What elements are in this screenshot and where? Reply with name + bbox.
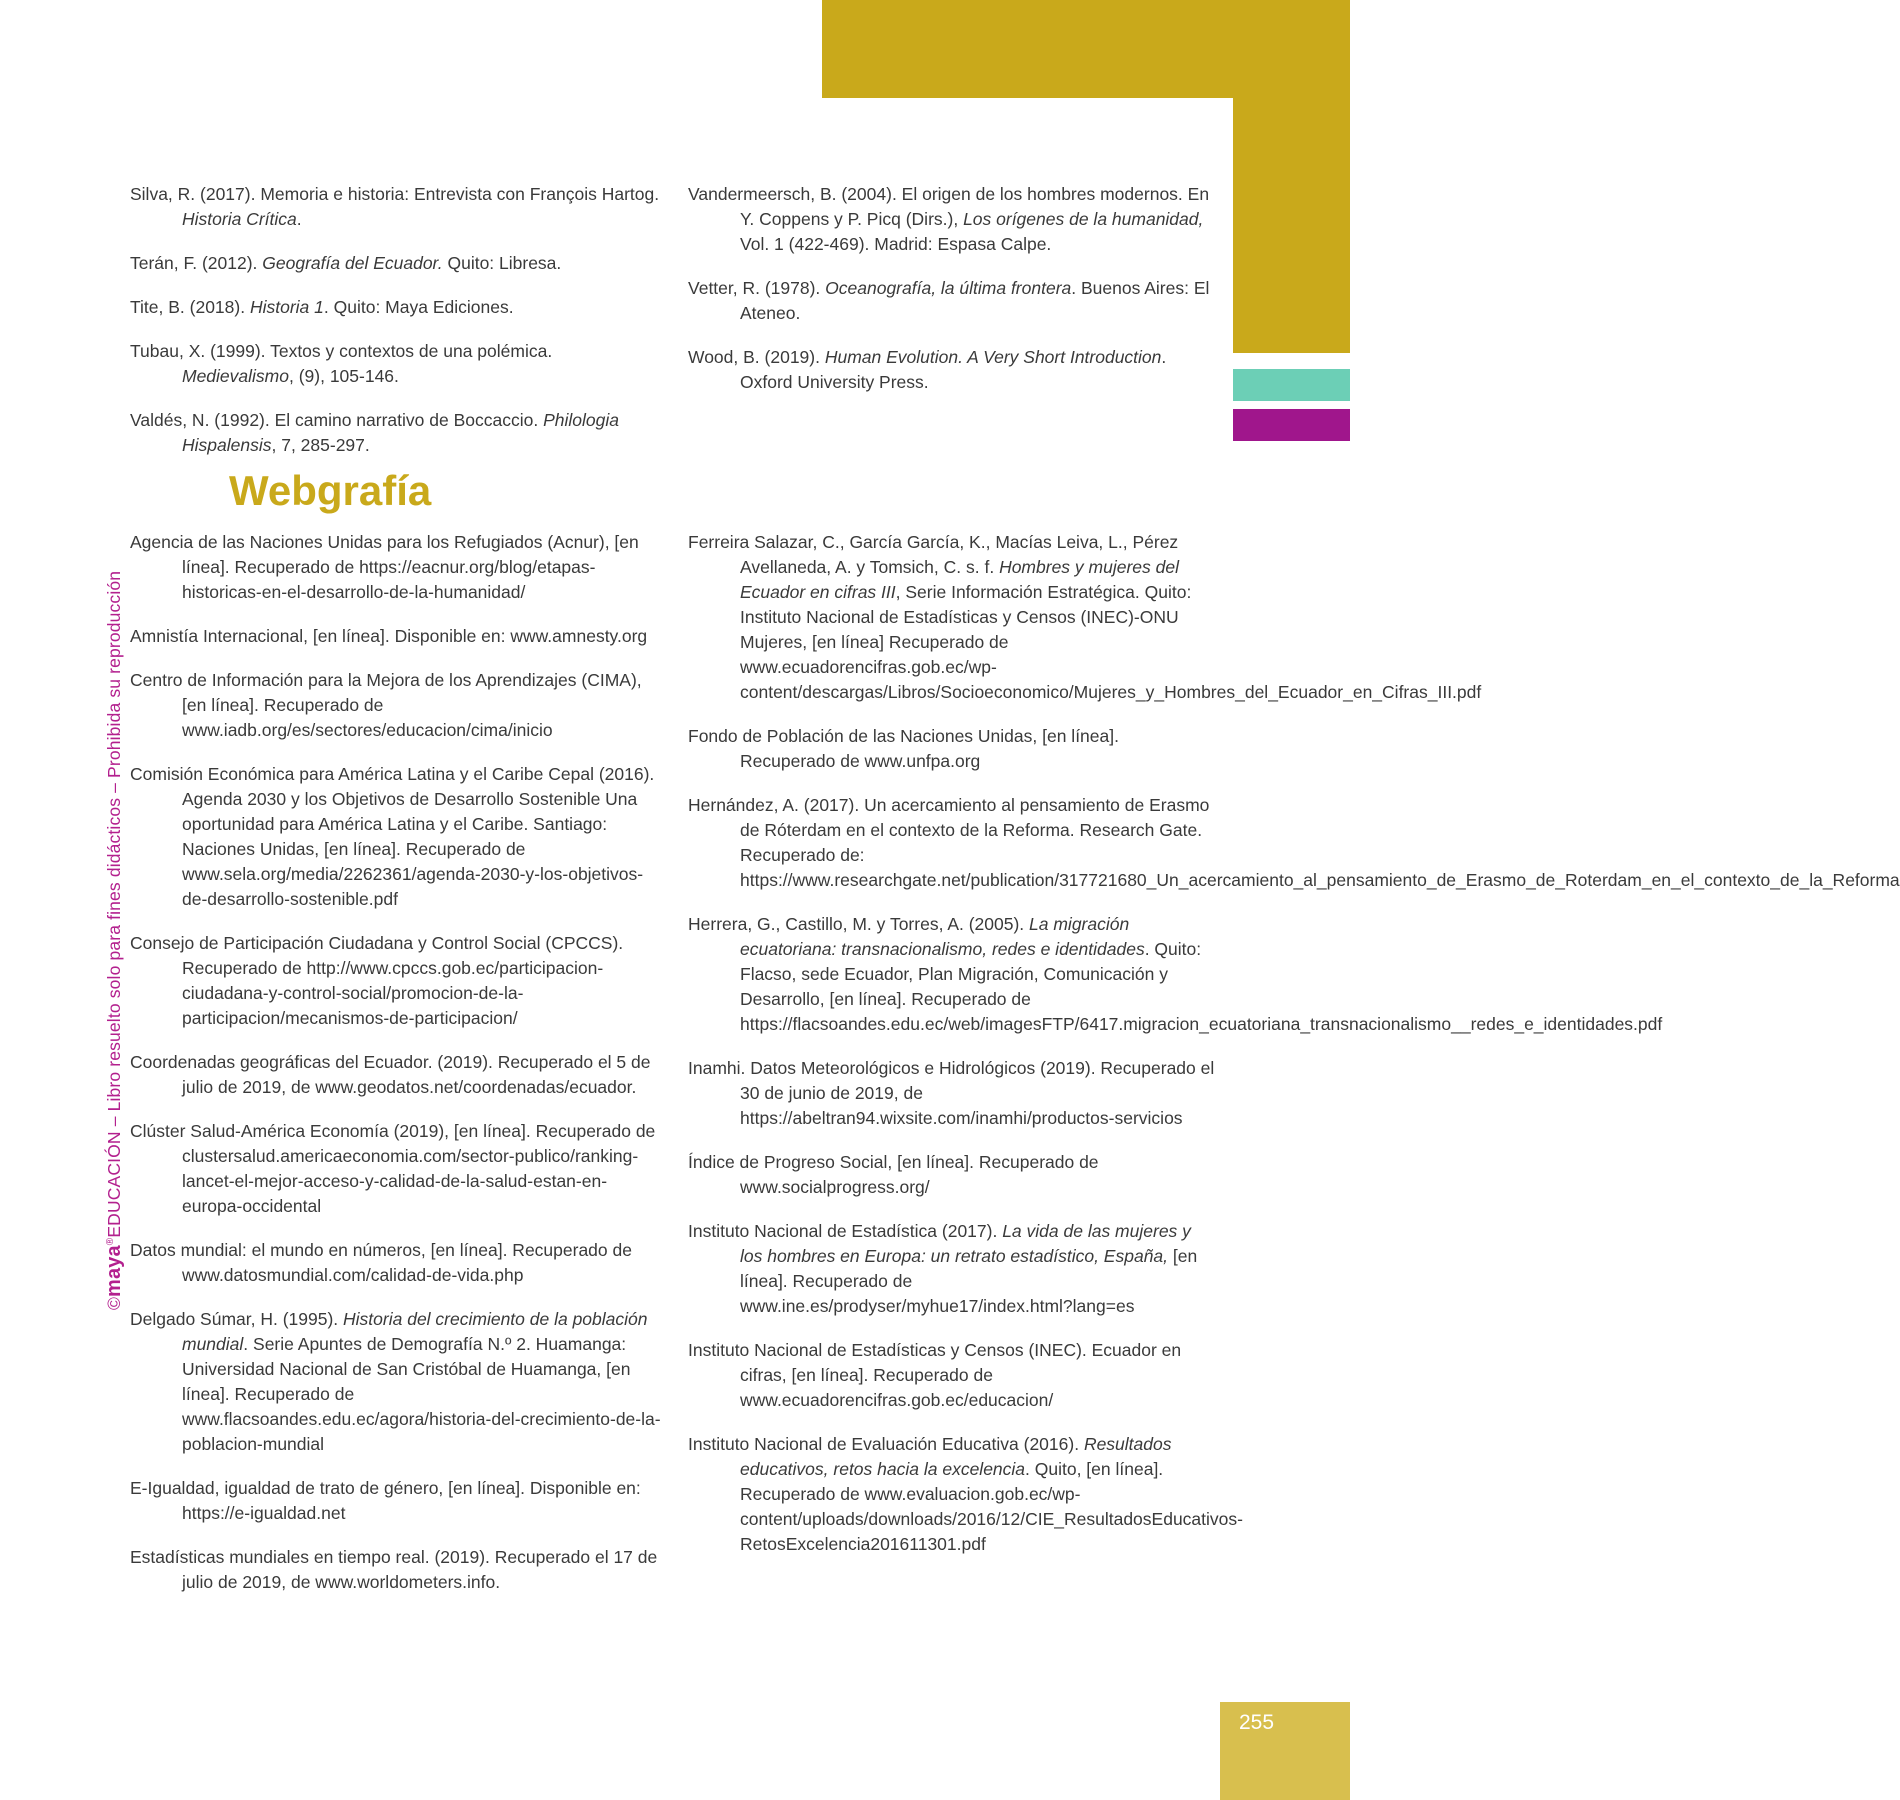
- web-reference-entry: Instituto Nacional de Estadística (2017). La vida de las mujeres y los hombres en Europa: un retrato estadístico, España, [en línea]. Recuperado de www.ine.es/prodyser/myhue17/index.html?lang=es: [688, 1221, 1198, 1316]
- side-copyright-banner: [103, 571, 126, 1310]
- web-reference-entry: E-Igualdad, igualdad de trato de género, [en línea]. Disponible en: https://e-igualdad.net: [130, 1478, 641, 1523]
- web-reference-entry: Amnistía Internacional, [en línea]. Disponible en: www.amnesty.org: [130, 626, 648, 646]
- webgrafia-right-column: [688, 530, 1900, 1576]
- web-reference-entry: Instituto Nacional de Evaluación Educativa (2016). Resultados educativos, retos hacia la excelencia. Quito, [en línea]. Recuperado de www.evaluacion.gob.ec/wp-content/uploads/downloads/2016/12/CIE_ResultadosEducativos-RetosExcelencia201611301.pdf: [688, 1434, 1243, 1554]
- web-reference-entry: Comisión Económica para América Latina y el Caribe Cepal (2016). Agenda 2030 y los Objetivos de Desarrollo Sostenible Una oportunidad para América Latina y el Caribe. Santiago: Naciones Unidas, [en línea]. Recuperado de www.sela.org/media/2262361/agenda-2030-y-los-objetivos-de-desarrollo-sostenible.pdf: [130, 764, 655, 909]
- web-reference-entry: Centro de Información para la Mejora de los Aprendizajes (CIMA), [en línea]. Recuperado de www.iadb.org/es/sectores/educacion/cima/inicio: [130, 670, 642, 740]
- top-color-band: [822, 0, 1350, 98]
- bibliography-right-column: [688, 182, 1218, 414]
- reference-entry: Vetter, R. (1978). Oceanografía, la última frontera. Buenos Aires: El Ateneo.: [688, 278, 1210, 323]
- reference-entry: Vandermeersch, B. (2004). El origen de los hombres modernos. En Y. Coppens y P. Picq (Dirs.), Los orígenes de la humanidad, Vol. 1 (422-469). Madrid: Espasa Calpe.: [688, 184, 1210, 254]
- page-number: 255: [1239, 1711, 1275, 1734]
- web-reference-entry: Hernández, A. (2017). Un acercamiento al pensamiento de Erasmo de Róterdam en el contexto de la Reforma. Research Gate. Recuperado de: https://www.researchgate.net/publication/317721680_Un_acercamiento_al_pensamiento_de_Erasmo_de_Roterdam_en_el_contexto_de_la_Reforma: [688, 795, 1900, 890]
- web-reference-entry: Inamhi. Datos Meteorológicos e Hidrológicos (2019). Recuperado el 30 de junio de 2019, de https://abeltran94.wixsite.com/inamhi/productos-servicios: [688, 1058, 1215, 1128]
- reference-entry: Silva, R. (2017). Memoria e historia: Entrevista con François Hartog. Historia Crítica.: [130, 184, 660, 229]
- web-reference-entry: Datos mundial: el mundo en números, [en línea]. Recuperado de www.datosmundial.com/calidad-de-vida.php: [130, 1240, 632, 1285]
- web-reference-entry: Consejo de Participación Ciudadana y Control Social (CPCCS). Recuperado de http://www.cpccs.gob.ec/participacion-ciudadana-y-control-social/promocion-de-la-participacion/mecanismos-de-participacion/: [130, 933, 624, 1028]
- web-reference-entry: Instituto Nacional de Estadísticas y Censos (INEC). Ecuador en cifras, [en línea]. Recuperado de www.ecuadorencifras.gob.ec/educacion/: [688, 1340, 1182, 1410]
- reference-entry: Wood, B. (2019). Human Evolution. A Very Short Introduction. Oxford University Press.: [688, 347, 1167, 392]
- teal-stripe: [1233, 369, 1350, 401]
- magenta-stripe: [1233, 409, 1350, 441]
- web-reference-entry: Agencia de las Naciones Unidas para los Refugiados (Acnur), [en línea]. Recuperado de https://eacnur.org/blog/etapas-historicas-en-el-desarrollo-de-la-humanidad/: [130, 532, 639, 602]
- web-reference-entry: Delgado Súmar, H. (1995). Historia del crecimiento de la población mundial. Serie Apuntes de Demografía N.º 2. Huamanga: Universidad Nacional de San Cristóbal de Huamanga, [en línea]. Recuperado de www.flacsoandes.edu.ec/agora/historia-del-crecimiento-de-la-poblacion-mundial: [130, 1309, 661, 1454]
- reference-entry: Tubau, X. (1999). Textos y contextos de una polémica. Medievalismo, (9), 105-146.: [130, 341, 553, 386]
- brand-name: maya: [103, 1245, 125, 1297]
- webgrafia-left-column: [130, 530, 665, 1614]
- webgrafia-heading: Webgrafía: [229, 467, 432, 514]
- bibliography-left-column: [130, 182, 665, 477]
- copyright-symbol: ©: [104, 1296, 124, 1310]
- side-banner-text: EDUCACIÓN – Libro resuelto solo para fines didácticos – Prohibida su reproducción: [104, 570, 124, 1238]
- web-reference-entry: Herrera, G., Castillo, M. y Torres, A. (2005). La migración ecuatoriana: transnacionalismo, redes e identidades. Quito: Flacso, sede Ecuador, Plan Migración, Comunicación y Desarrollo, [en línea]. Recuperado de https://flacsoandes.edu.ec/web/imagesFTP/6417.migracion_ecuatoriana_transnacionalismo__redes_e_identidades.pdf: [688, 914, 1663, 1034]
- web-reference-entry: Clúster Salud-América Economía (2019), [en línea]. Recuperado de clustersalud.americaeconomia.com/sector-publico/ranking-lancet-el-mejor-acceso-y-calidad-de-la-salud-estan-en-europa-occidental: [130, 1121, 656, 1216]
- reference-entry: Valdés, N. (1992). El camino narrativo de Boccaccio. Philologia Hispalensis, 7, 285-297.: [130, 410, 619, 455]
- web-reference-entry: Estadísticas mundiales en tiempo real. (2019). Recuperado el 17 de julio de 2019, de www.worldometers.info.: [130, 1547, 658, 1592]
- registered-mark: ®: [105, 1237, 117, 1246]
- web-reference-entry: Coordenadas geográficas del Ecuador. (2019). Recuperado el 5 de julio de 2019, de www.geodatos.net/coordenadas/ecuador.: [130, 1052, 651, 1097]
- web-reference-entry: Ferreira Salazar, C., García García, K., Macías Leiva, L., Pérez Avellaneda, A. y Tomsich, C. s. f. Hombres y mujeres del Ecuador en cifras III, Serie Información Estratégica. Quito: Instituto Nacional de Estadísticas y Censos (INEC)-ONU Mujeres, [en línea] Recuperado de www.ecuadorencifras.gob.ec/wp-content/descargas/Libros/Socioeconomico/Mujeres_y_Hombres_del_Ecuador_en_Cifras_III.pdf: [688, 532, 1482, 702]
- web-reference-entry: Fondo de Población de las Naciones Unidas, [en línea]. Recuperado de www.unfpa.org: [688, 726, 1119, 771]
- reference-entry: Terán, F. (2012). Geografía del Ecuador. Quito: Libresa.: [130, 253, 562, 273]
- web-reference-entry: Índice de Progreso Social, [en línea]. Recuperado de www.socialprogress.org/: [688, 1152, 1099, 1197]
- right-color-band: [1233, 98, 1350, 353]
- reference-entry: Tite, B. (2018). Historia 1. Quito: Maya Ediciones.: [130, 297, 514, 317]
